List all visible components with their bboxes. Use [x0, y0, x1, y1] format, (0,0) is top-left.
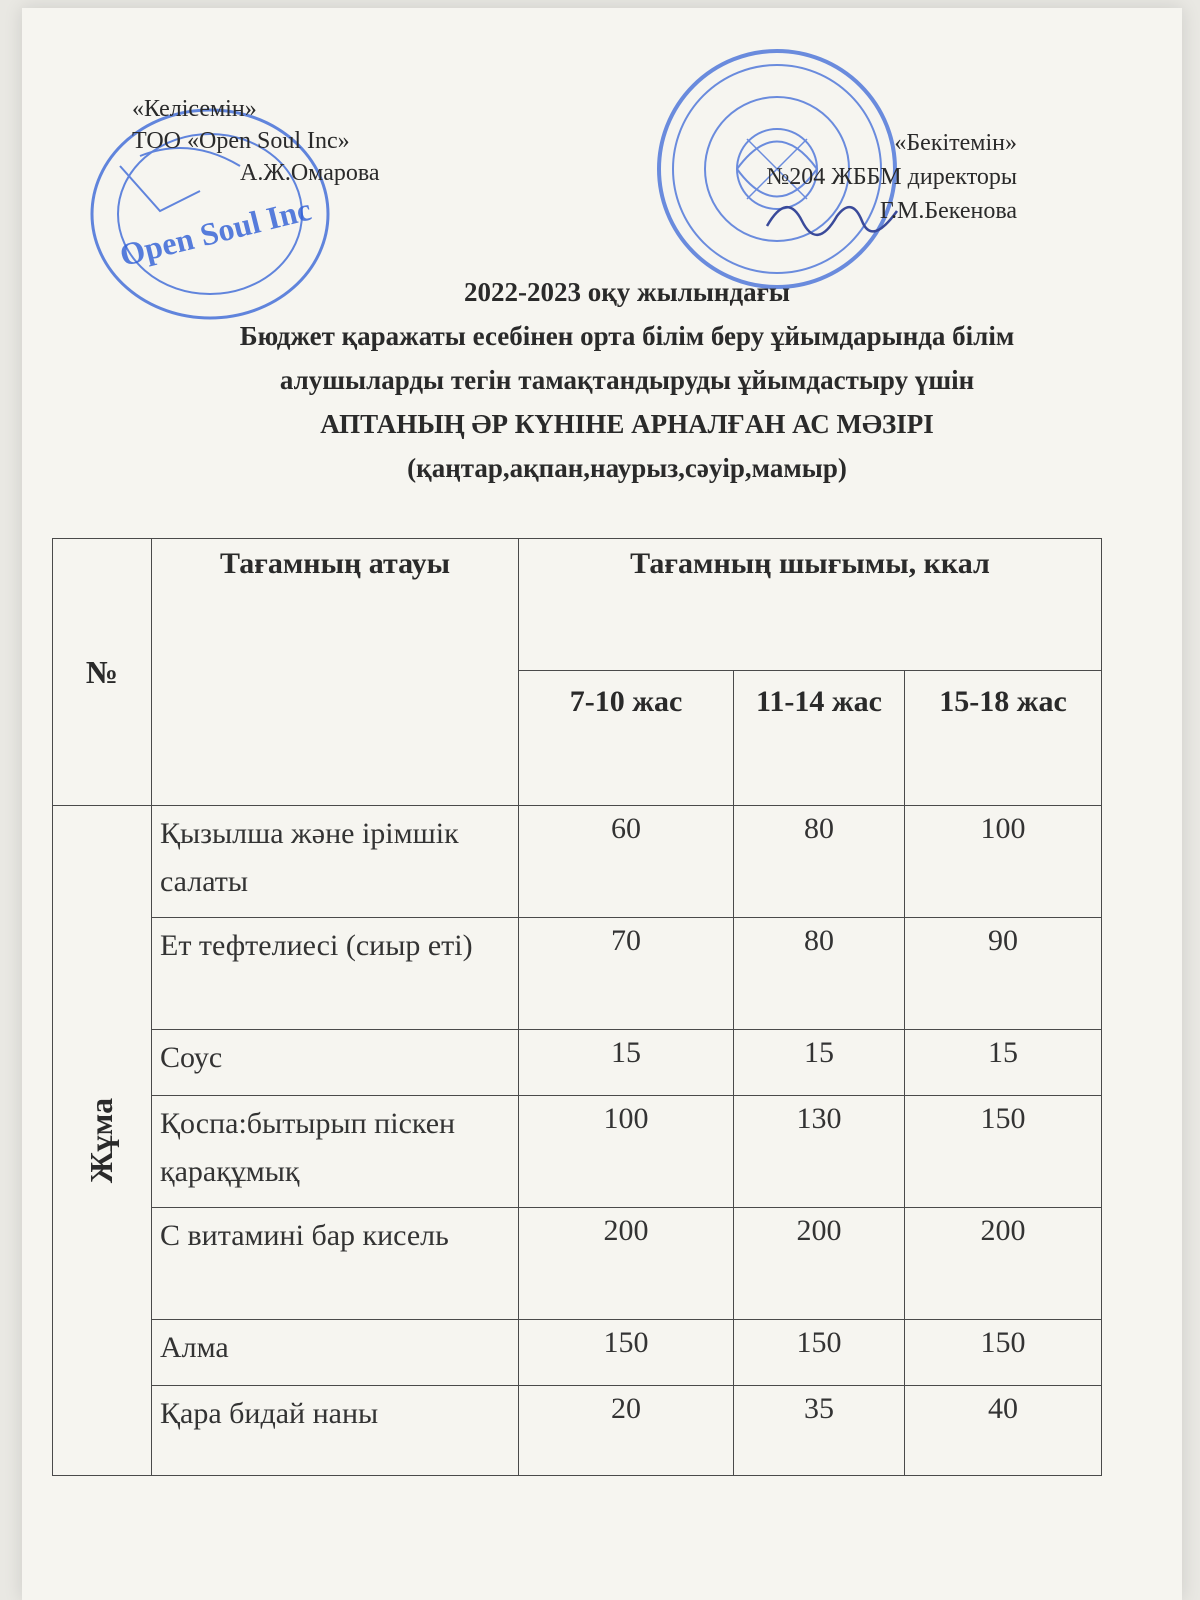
- table-row: [53, 1096, 1102, 1208]
- value-age-11-14: 80: [734, 806, 905, 918]
- dish-name: Соус: [152, 1030, 519, 1096]
- day-label: Жұма: [83, 1097, 120, 1184]
- value-age-15-18: 40: [905, 1386, 1102, 1476]
- header-age-11-14: 11-14 жас: [734, 671, 905, 806]
- value-age-15-18: 150: [905, 1096, 1102, 1208]
- value-age-15-18: 200: [905, 1208, 1102, 1320]
- value-age-7-10: 60: [519, 806, 734, 918]
- value-age-15-18: 15: [905, 1030, 1102, 1096]
- value-age-15-18: 90: [905, 918, 1102, 1030]
- value-age-15-18: 150: [905, 1320, 1102, 1386]
- dish-name: Қара бидай наны: [152, 1386, 519, 1476]
- header-number: №: [53, 539, 152, 806]
- dish-name: Қоспа:бытырып піскен қарақұмық: [152, 1096, 519, 1208]
- document-title: [82, 270, 1172, 490]
- menu-table: [52, 538, 1102, 1476]
- title-line-1: 2022-2023 оқу жылындағы: [464, 277, 790, 307]
- dish-name: Алма: [152, 1320, 519, 1386]
- header-age-7-10: 7-10 жас: [519, 671, 734, 806]
- approval-left-block: [132, 93, 380, 189]
- table-row: [53, 1208, 1102, 1320]
- seal-center-text: Open Soul Inc: [116, 190, 315, 273]
- approval-right-label: «Бекітемін»: [894, 130, 1017, 156]
- title-line-2: Бюджет қаражаты есебінен орта білім беру ұйымдарында білім: [239, 321, 1015, 351]
- value-age-11-14: 130: [734, 1096, 905, 1208]
- value-age-7-10: 100: [519, 1096, 734, 1208]
- table-row: [53, 1030, 1102, 1096]
- approval-right-block: [766, 126, 1017, 228]
- value-age-7-10: 200: [519, 1208, 734, 1320]
- table-row: [53, 1320, 1102, 1386]
- value-age-11-14: 35: [734, 1386, 905, 1476]
- approval-left-label: «Келісемін»: [132, 96, 257, 122]
- dish-name: Қызылша және ірімшік салаты: [152, 806, 519, 918]
- value-age-7-10: 70: [519, 918, 734, 1030]
- table-header-row: [53, 539, 1102, 671]
- approval-right-signer: Г.М.Бекенова: [879, 198, 1017, 224]
- header-dish-name: Тағамның атауы: [152, 539, 519, 806]
- header-yield: Тағамның шығымы, ккал: [519, 539, 1102, 671]
- title-line-4: АПТАНЫҢ ӘР КҮНІНЕ АРНАЛҒАН АС МӘЗІРІ: [320, 409, 934, 439]
- dish-name: С витамині бар кисель: [152, 1208, 519, 1320]
- document-page: [22, 8, 1182, 1600]
- table-row: [53, 806, 1102, 918]
- approval-left-signer: А.Ж.Омарова: [240, 160, 380, 186]
- value-age-11-14: 15: [734, 1030, 905, 1096]
- approval-left-org: ТОО «Open Soul Inc»: [132, 128, 350, 154]
- table-row: [53, 918, 1102, 1030]
- value-age-15-18: 100: [905, 806, 1102, 918]
- value-age-11-14: 80: [734, 918, 905, 1030]
- value-age-7-10: 20: [519, 1386, 734, 1476]
- dish-name: Ет тефтелиесі (сиыр еті): [152, 918, 519, 1030]
- header-age-15-18: 15-18 жас: [905, 671, 1102, 806]
- day-cell: [53, 806, 152, 1476]
- approval-right-position: №204 ЖББМ директоры: [766, 164, 1017, 190]
- table-row: [53, 1386, 1102, 1476]
- value-age-11-14: 150: [734, 1320, 905, 1386]
- title-line-5: (қаңтар,ақпан,наурыз,сәуір,мамыр): [407, 453, 847, 483]
- value-age-7-10: 150: [519, 1320, 734, 1386]
- value-age-11-14: 200: [734, 1208, 905, 1320]
- title-line-3: алушыларды тегін тамақтандыруды ұйымдастыру үшін: [279, 365, 975, 395]
- value-age-7-10: 15: [519, 1030, 734, 1096]
